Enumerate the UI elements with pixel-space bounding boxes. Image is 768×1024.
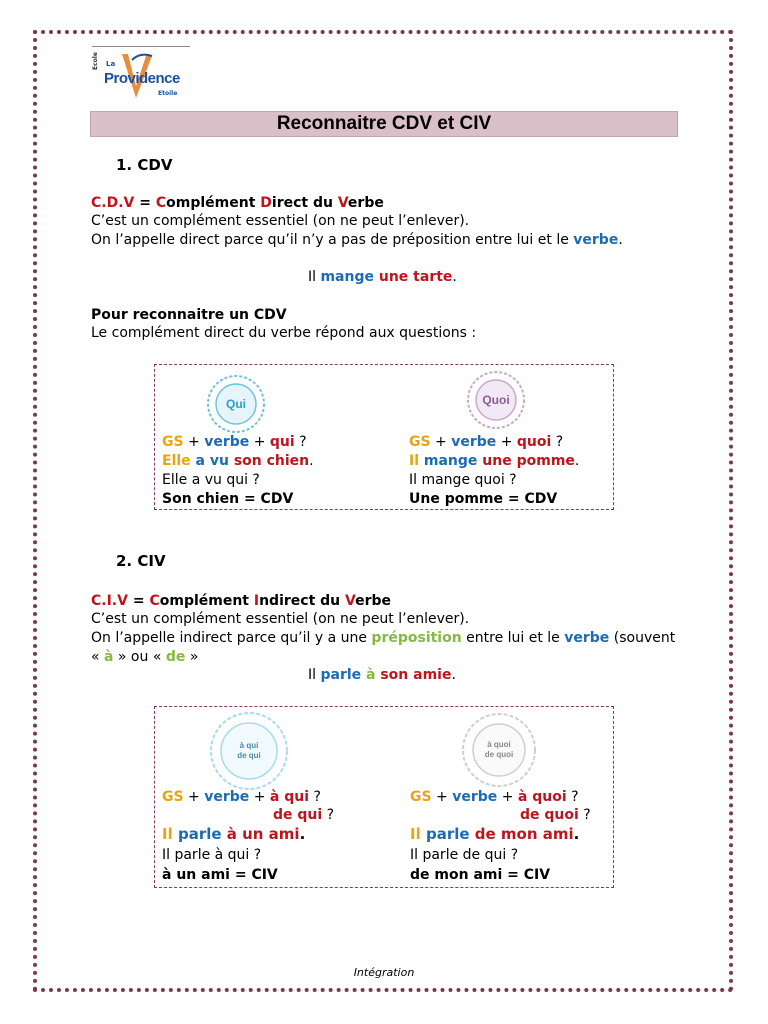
word: omplément: [166, 195, 261, 211]
word: ndirect du: [259, 593, 346, 609]
verbe-word: verbe: [573, 232, 619, 248]
civ-line-4: [91, 648, 198, 666]
logo-la: La: [106, 60, 116, 68]
verb: mange: [320, 269, 374, 285]
cdv-definition: [91, 194, 384, 212]
word: erbe: [355, 593, 392, 609]
plus: +: [497, 789, 518, 805]
subject: Il: [162, 825, 173, 843]
text: »: [185, 649, 199, 665]
cdv-subtext: Le complément direct du verbe répond aux questions :: [91, 325, 477, 341]
question-word: qui: [269, 434, 295, 450]
word: omplément: [159, 593, 254, 609]
verbe: verbe: [452, 789, 498, 805]
initial-i: I: [253, 593, 260, 609]
initial-c: C: [155, 195, 167, 211]
question-word: quoi: [516, 434, 552, 450]
civ-example: [308, 666, 456, 684]
complement: une pomme: [477, 453, 575, 469]
section-heading-cdv: 1. CDV: [116, 156, 173, 174]
plus: +: [249, 434, 270, 450]
prep-de: de: [165, 649, 186, 665]
text: .: [451, 667, 456, 683]
subject: Elle: [162, 453, 191, 469]
word: irect du: [271, 195, 338, 211]
section-heading-civ: 2. CIV: [116, 552, 166, 570]
text: » ou «: [113, 649, 166, 665]
question-word: à qui: [269, 789, 310, 805]
word: erbe: [347, 195, 384, 211]
gear-qui-icon: [204, 372, 268, 436]
cdv-example: [308, 268, 457, 286]
text: Il: [308, 667, 321, 683]
verb: parle: [320, 667, 362, 683]
complement: à un ami: [221, 825, 300, 843]
civ-left-formula-2: [273, 806, 334, 824]
text: On l’appelle direct parce qu’il n’y a pas de préposition entre lui et le: [91, 232, 574, 248]
gear-label-1: à qui: [239, 741, 259, 750]
gear-label-2: de qui: [237, 751, 261, 760]
civ-left-formula: [162, 788, 321, 806]
logo-rule: [92, 46, 190, 47]
civ-left-example: [162, 825, 305, 843]
verb: a vu: [190, 453, 229, 469]
cdv-left-formula: [162, 433, 307, 451]
logo-ecole: Ecole: [92, 52, 99, 70]
initial-v: V: [337, 195, 348, 211]
qmark: ?: [309, 789, 321, 805]
civ-right-formula: [410, 788, 579, 806]
civ-right-example: [410, 825, 579, 843]
cdv-right-question: Il mange quoi ?: [409, 472, 517, 488]
preposition: à: [361, 667, 376, 683]
cdv-right-example: [409, 452, 579, 470]
gear-quoi-icon: [462, 368, 530, 432]
page-footer: Intégration: [353, 966, 415, 979]
page-title: Reconnaitre CDV et CIV: [90, 111, 678, 137]
period: .: [574, 453, 580, 469]
verb: parle: [420, 825, 470, 843]
verbe: verbe: [451, 434, 497, 450]
cdv-subheading: Pour reconnaitre un CDV: [91, 307, 287, 323]
plus: +: [496, 434, 517, 450]
cdv-left-question: Elle a vu qui ?: [162, 472, 260, 488]
civ-right-question: Il parle de qui ?: [410, 847, 519, 863]
cdv-label: C.D.V: [91, 195, 135, 211]
verbe: verbe: [204, 789, 250, 805]
gear-a-quoi-icon: [457, 710, 541, 790]
initial-v: V: [345, 593, 356, 609]
qmark: ?: [551, 434, 564, 450]
plus: +: [183, 789, 205, 805]
plus: +: [430, 434, 452, 450]
cdv-right-answer: Une pomme = CDV: [409, 491, 558, 507]
cdv-left-example: [162, 452, 314, 470]
gear-label-1: à quoi: [487, 740, 511, 749]
verb: mange: [419, 453, 478, 469]
period: .: [309, 453, 314, 469]
qmark: ?: [578, 807, 591, 823]
preposition-word: préposition: [371, 630, 462, 646]
complement: son chien: [228, 453, 310, 469]
cdv-left-answer: Son chien = CDV: [162, 491, 294, 507]
gs: GS: [162, 434, 184, 450]
text: .: [452, 269, 457, 285]
period: .: [573, 825, 580, 843]
gs: GS: [410, 789, 432, 805]
qmark: ?: [566, 789, 579, 805]
civ-line-3: [91, 629, 675, 647]
initial-d: D: [260, 195, 272, 211]
cdv-line-2: C’est un complément essentiel (on ne peut l’enlever).: [91, 213, 470, 229]
period: .: [299, 825, 306, 843]
prep-a: à: [104, 649, 114, 665]
text: (souvent: [609, 630, 676, 646]
civ-definition: [91, 592, 391, 610]
verbe: verbe: [204, 434, 250, 450]
gear-qui-label: Qui: [226, 397, 246, 411]
cdv-right-formula: [409, 433, 563, 451]
text: .: [618, 232, 623, 248]
eq: =: [127, 593, 150, 609]
civ-right-formula-2: [520, 806, 591, 824]
school-logo: [92, 46, 192, 102]
question-word: de quoi: [520, 807, 579, 823]
eq: =: [134, 195, 156, 211]
plus: +: [249, 789, 270, 805]
question-word: de qui: [273, 807, 323, 823]
logo-name: Providence: [104, 70, 180, 87]
logo-etoile: Etoile: [158, 90, 178, 97]
complement: une tarte: [374, 269, 453, 285]
question-word: à quoi: [517, 789, 567, 805]
text: «: [91, 649, 105, 665]
civ-right-answer: de mon ami = CIV: [410, 867, 551, 883]
plus: +: [431, 789, 453, 805]
civ-left-question: Il parle à qui ?: [162, 847, 262, 863]
verb: parle: [172, 825, 222, 843]
civ-line-2: C’est un complément essentiel (on ne peut l’enlever).: [91, 611, 470, 627]
complement: son amie: [375, 667, 452, 683]
gear-a-qui-icon: [205, 710, 293, 792]
subject: Il: [410, 825, 421, 843]
gear-label-2: de quoi: [484, 750, 514, 759]
text: Il: [308, 269, 321, 285]
gs: GS: [162, 789, 184, 805]
gear-quoi-label: Quoi: [482, 393, 510, 407]
civ-left-answer: à un ami = CIV: [162, 867, 278, 883]
initial-c: C: [149, 593, 160, 609]
subject: Il: [409, 453, 420, 469]
text: entre lui et le: [461, 630, 565, 646]
complement: de mon ami: [469, 825, 574, 843]
gs: GS: [409, 434, 431, 450]
qmark: ?: [322, 807, 335, 823]
cdv-line-3: [91, 231, 623, 249]
verbe-word: verbe: [564, 630, 610, 646]
qmark: ?: [294, 434, 307, 450]
plus: +: [183, 434, 205, 450]
civ-label: C.I.V: [91, 593, 128, 609]
text: On l’appelle indirect parce qu’il y a une: [91, 630, 372, 646]
